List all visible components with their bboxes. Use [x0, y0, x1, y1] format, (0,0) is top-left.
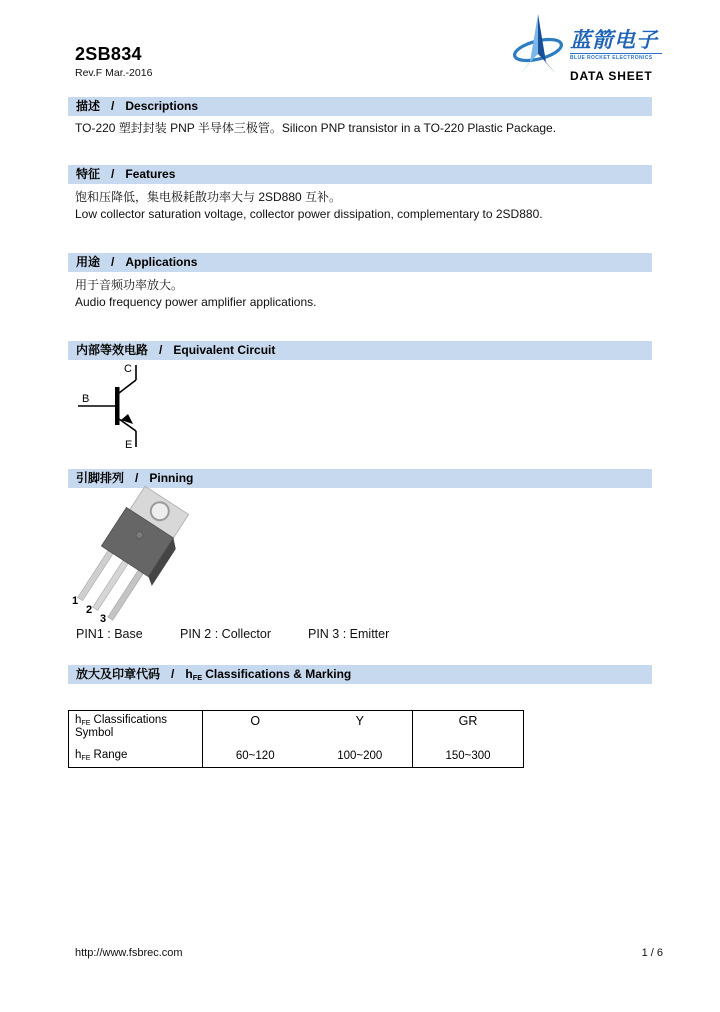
pin1-label: PIN1 : Base — [76, 627, 143, 641]
pin-number-1: 1 — [72, 595, 79, 607]
brand-name-en: BLUE ROCKET ELECTRONICS — [570, 53, 662, 61]
pin2-label: PIN 2 : Collector — [180, 627, 272, 641]
range-o: 60~120 — [235, 750, 275, 762]
section-title-en: Pinning — [149, 471, 194, 485]
brand-name-cn: 蓝箭电子 — [570, 29, 658, 52]
page-title: 2SB834 — [75, 44, 142, 64]
section-title-cn: 特征 — [76, 167, 101, 181]
terminal-e-label: E — [125, 439, 133, 451]
range-gr: 150~300 — [445, 750, 491, 762]
pin3-label: PIN 3 : Emitter — [308, 627, 390, 641]
table-gr-cell — [413, 711, 523, 767]
terminal-c-label: C — [124, 363, 132, 375]
symbol-o: O — [250, 714, 261, 728]
terminal-b-label: B — [82, 393, 90, 405]
datasheet-label: DATA SHEET — [570, 69, 653, 83]
section-title-cn: 用途 — [76, 255, 101, 269]
applications-text-cn: 用于音频功率放大。 — [75, 278, 184, 292]
footer-page-number: 1 / 6 — [641, 947, 663, 959]
table-oy-column — [203, 711, 413, 767]
applications-text-en: Audio frequency power amplifier applications. — [75, 295, 317, 309]
table-y-cell — [308, 711, 413, 767]
section-title-en: $h_{FE}$ Classifications & Marking — [185, 667, 352, 682]
section-title-en: Descriptions — [125, 99, 199, 113]
section-header-descriptions — [68, 97, 652, 116]
descriptions-text: TO-220 塑封封装 PNP 半导体三极管。Silicon PNP transistor in a TO-220 Plastic Package. — [75, 121, 557, 135]
pin-number-2: 2 — [86, 604, 93, 616]
pnp-transistor-diagram — [70, 360, 154, 461]
separator: / — [111, 167, 115, 181]
brand-text-block — [570, 30, 662, 83]
separator: / — [135, 471, 139, 485]
separator: / — [159, 343, 163, 357]
range-row-label: $h_{FE}$ Range — [75, 749, 128, 762]
section-header-equivalent-circuit — [68, 341, 652, 360]
pin-number-3: 3 — [100, 613, 107, 625]
separator: / — [171, 667, 175, 681]
to220-package-image — [62, 484, 212, 634]
features-text-cn: 饱和压降低，集电极耗散功率大与 2SD880 互补。 — [75, 190, 342, 204]
section-title-cn: 引脚排列 — [76, 471, 125, 485]
symbol-row-label: $h_{FE}$ Classifications Symbol — [75, 714, 168, 739]
separator: / — [111, 99, 115, 113]
hfe-classification-table — [68, 710, 524, 768]
section-header-hfe-classifications — [68, 665, 652, 684]
section-title-en: Equivalent Circuit — [173, 343, 276, 357]
features-text-en: Low collector saturation voltage, collector power dissipation, complementary to 2SD880. — [75, 207, 543, 221]
brand-logo — [512, 10, 672, 89]
rocket-logo-icon — [512, 10, 566, 89]
footer-url-link[interactable]: http://www.fsbrec.com — [75, 947, 183, 959]
section-header-applications — [68, 253, 652, 272]
section-title-en: Applications — [125, 255, 198, 269]
symbol-y: Y — [355, 714, 364, 728]
separator: / — [111, 255, 115, 269]
section-title-cn: 内部等效电路 — [76, 343, 149, 357]
table-label-column — [69, 711, 203, 767]
section-title-cn: 描述 — [76, 99, 101, 113]
section-title-cn: 放大及印章代码 — [76, 667, 161, 681]
section-header-features — [68, 165, 652, 184]
symbol-gr: GR — [458, 714, 478, 728]
table-o-cell — [203, 711, 308, 767]
section-title-en: Features — [125, 167, 176, 181]
revision-text: Rev.F Mar.-2016 — [75, 67, 153, 79]
range-y: 100~200 — [337, 750, 383, 762]
